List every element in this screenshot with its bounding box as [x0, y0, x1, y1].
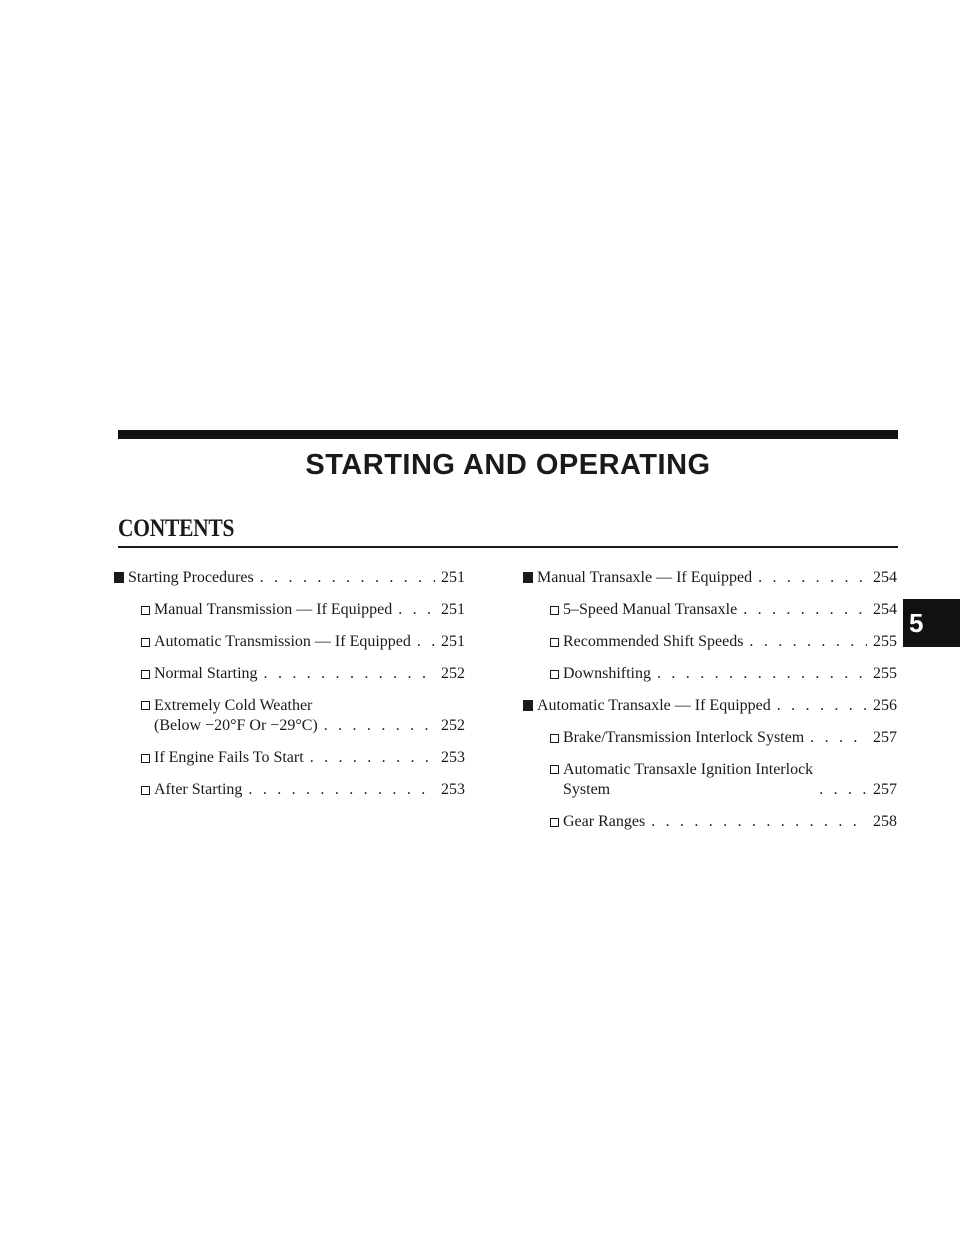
- toc-entry[interactable]: [112, 748, 465, 768]
- toc-entry-label-line2: (Below −20°F Or −29°C): [154, 717, 318, 734]
- toc-entry[interactable]: [112, 664, 465, 684]
- toc-entry[interactable]: [112, 780, 465, 800]
- chapter-tab-number: 5: [909, 607, 924, 638]
- toc-entry-page: 257: [873, 781, 897, 798]
- toc-entry-label: Starting Procedures: [128, 569, 254, 586]
- filled-square-bullet-icon: [114, 572, 124, 583]
- hollow-square-bullet-icon: [550, 638, 559, 647]
- toc-entry-page: 254: [873, 601, 897, 618]
- toc-entry-label: Automatic Transaxle — If Equipped: [537, 697, 771, 714]
- toc-leader-dots: [657, 664, 867, 684]
- toc-entry-label: Manual Transaxle — If Equipped: [537, 569, 753, 586]
- toc-entry[interactable]: [521, 696, 897, 716]
- hollow-square-bullet-icon: [141, 606, 150, 615]
- toc-entry-label: If Engine Fails To Start: [154, 749, 304, 766]
- toc-leader-dots: [777, 696, 867, 716]
- toc-entry-page: 255: [873, 633, 897, 650]
- hollow-square-bullet-icon: [141, 670, 150, 679]
- toc-entry[interactable]: [112, 632, 465, 652]
- toc-leader-dots: [417, 632, 435, 652]
- toc-entry[interactable]: [521, 600, 897, 620]
- toc-entry-label: Manual Transmission — If Equipped: [154, 601, 393, 618]
- toc-entry-page: 255: [873, 665, 897, 682]
- toc-leader-dots: [651, 812, 867, 832]
- filled-square-bullet-icon: [523, 700, 533, 711]
- filled-square-bullet-icon: [523, 572, 533, 583]
- toc-entry[interactable]: [112, 600, 465, 620]
- chapter-title: STARTING AND OPERATING: [305, 449, 711, 481]
- toc-entry-page: 257: [873, 729, 897, 746]
- hollow-square-bullet-icon: [550, 818, 559, 827]
- toc-entry-label: Recommended Shift Speeds: [563, 633, 744, 650]
- toc-entry-label: Brake/Transmission Interlock System: [563, 729, 805, 746]
- toc-entry-label-line1: Automatic Transaxle Ignition Interlock: [563, 761, 814, 778]
- toc-entry-page: 251: [441, 633, 465, 650]
- toc-entry-label: Normal Starting: [154, 665, 258, 682]
- toc-entry[interactable]: [521, 568, 897, 588]
- chapter-top-rule: [118, 430, 898, 439]
- toc-entry-label: 5–Speed Manual Transaxle: [563, 601, 738, 618]
- toc-leader-dots: [398, 600, 435, 620]
- contents-rule: [118, 546, 898, 548]
- toc-entry-page: 251: [441, 601, 465, 618]
- toc-leader-dots: [310, 748, 435, 768]
- toc-entry-label: Automatic Transmission — If Equipped: [154, 633, 411, 650]
- toc-leader-dots: [819, 780, 867, 800]
- toc-entry[interactable]: [521, 664, 897, 684]
- toc-entry-label-line2: System: [563, 781, 611, 798]
- hollow-square-bullet-icon: [141, 701, 150, 710]
- toc-entry-page: 253: [441, 781, 465, 798]
- toc-leader-dots: [743, 600, 867, 620]
- toc-leader-dots: [260, 568, 435, 588]
- toc-entry[interactable]: [112, 568, 465, 588]
- hollow-square-bullet-icon: [141, 638, 150, 647]
- hollow-square-bullet-icon: [550, 734, 559, 743]
- toc-entry-page: 258: [873, 813, 897, 830]
- toc-right-column: [521, 568, 897, 844]
- toc-leader-dots: [324, 716, 435, 736]
- toc-entry-label: After Starting: [154, 781, 243, 798]
- toc-entry[interactable]: [521, 728, 897, 748]
- toc-entry-label: [154, 696, 318, 736]
- toc-leader-dots: [248, 780, 435, 800]
- toc-entry[interactable]: [521, 760, 897, 800]
- hollow-square-bullet-icon: [550, 606, 559, 615]
- toc-entry-page: 256: [873, 697, 897, 714]
- toc-left-column: [112, 568, 465, 812]
- toc-entry-label: Downshifting: [563, 665, 651, 682]
- toc-entry-label: Gear Ranges: [563, 813, 646, 830]
- hollow-square-bullet-icon: [550, 765, 559, 774]
- toc-leader-dots: [264, 664, 435, 684]
- toc-entry-page: 252: [441, 717, 465, 734]
- toc-entry[interactable]: [112, 696, 465, 736]
- toc-leader-dots: [758, 568, 867, 588]
- toc-leader-dots: [810, 728, 867, 748]
- contents-heading: CONTENTS: [118, 515, 235, 542]
- toc-entry-page: 251: [441, 569, 465, 586]
- hollow-square-bullet-icon: [141, 786, 150, 795]
- hollow-square-bullet-icon: [141, 754, 150, 763]
- toc-entry-label-line1: Extremely Cold Weather: [154, 697, 313, 714]
- hollow-square-bullet-icon: [550, 670, 559, 679]
- toc-leader-dots: [749, 632, 867, 652]
- toc-entry-page: 252: [441, 665, 465, 682]
- toc-entry[interactable]: [521, 632, 897, 652]
- chapter-tab: [903, 599, 960, 647]
- toc-entry-page: 254: [873, 569, 897, 586]
- toc-entry[interactable]: [521, 812, 897, 832]
- toc-entry-page: 253: [441, 749, 465, 766]
- toc-entry-label: [563, 760, 813, 800]
